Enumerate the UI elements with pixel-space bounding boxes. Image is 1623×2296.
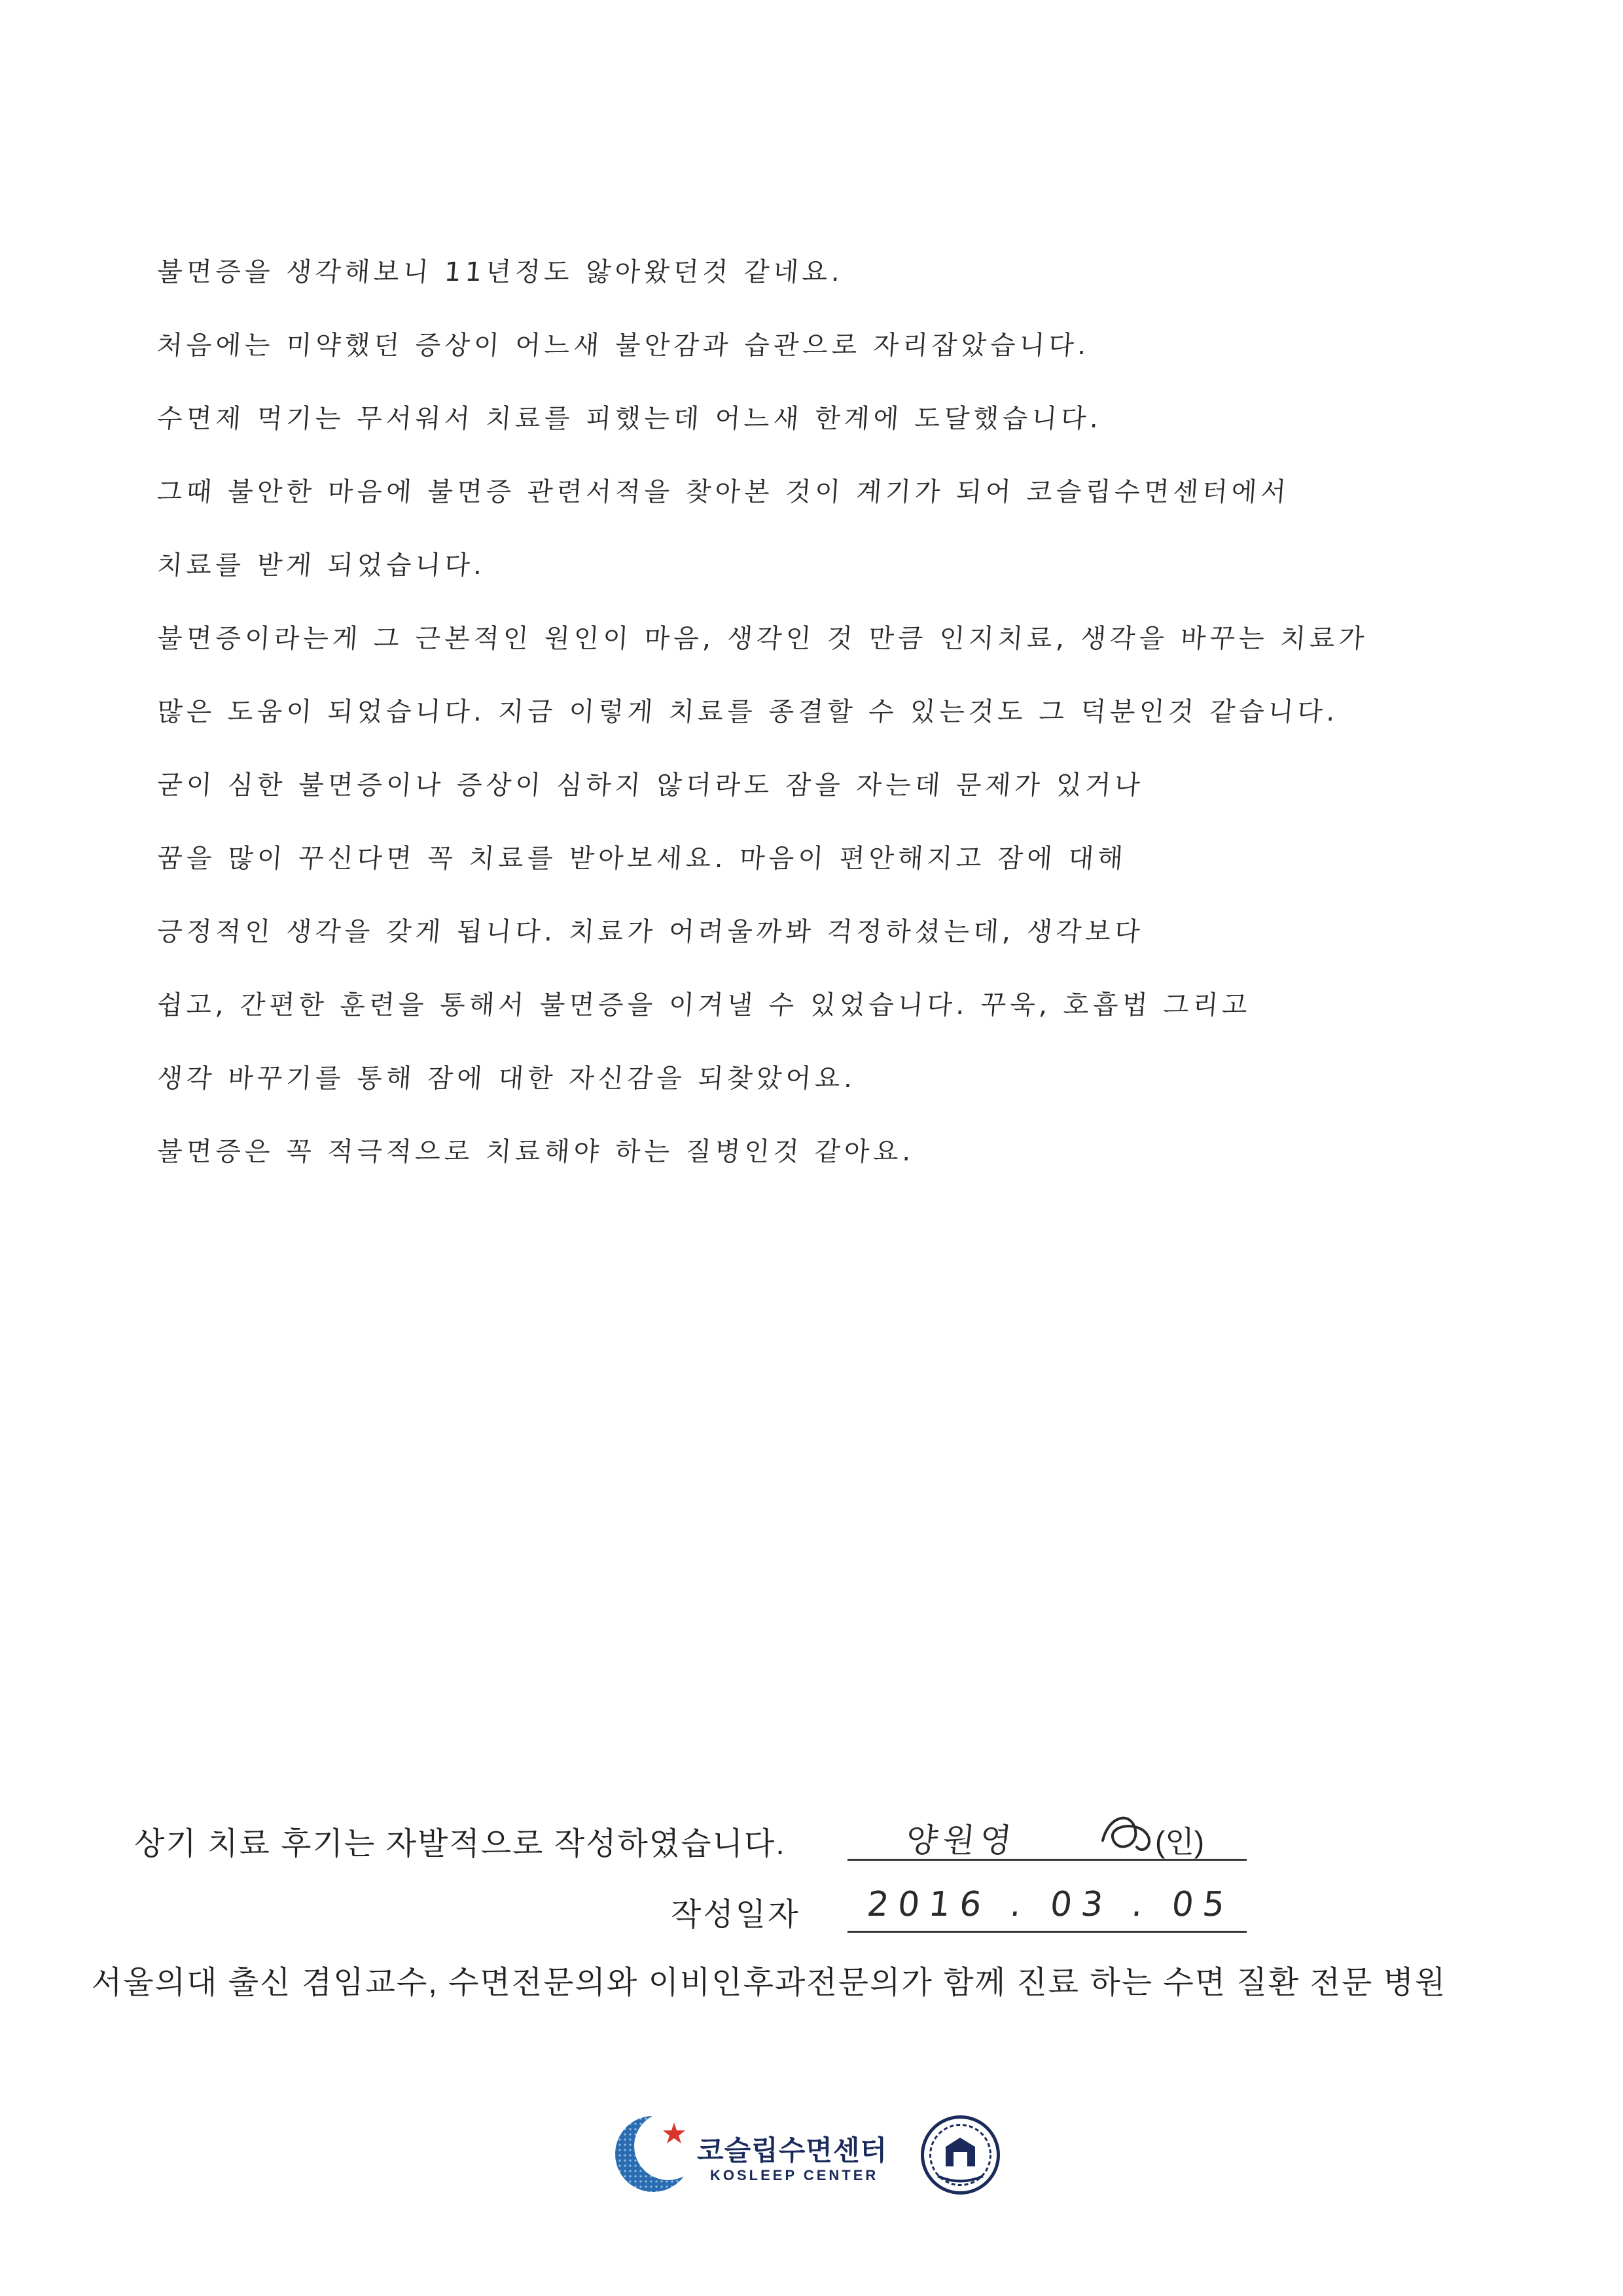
signature-name: 양원영 xyxy=(904,1821,1019,1859)
date-value: 2016 . 03 . 05 xyxy=(865,1885,1236,1924)
review-line: 불면증이라는게 그 근본적인 원인이 마음, 생각인 것 만큼 인지치료, 생각을 바꾸는 치료가 xyxy=(156,624,1369,654)
clinic-tagline: 서울의대 출신 겸임교수, 수면전문의와 이비인후과전문의가 함께 진료 하는 수면 질환 전문 병원 xyxy=(92,1965,1447,2000)
review-line: 수면제 먹기는 무서워서 치료를 피했는데 어느새 한계에 도달했습니다. xyxy=(156,404,1103,434)
review-line: 불면증을 생각해보니 11년정도 앓아왔던것 같네요. xyxy=(156,257,845,287)
review-line: 그때 불안한 마음에 불면증 관련서적을 찾아본 것이 계기가 되어 코슬립수면센터에서 xyxy=(156,477,1291,507)
review-line: 치료를 받게 되었습니다. xyxy=(156,550,488,581)
review-line: 꿈을 많이 꾸신다면 꼭 치료를 받아보세요. 마음이 편안해지고 잠에 대해 xyxy=(156,844,1128,874)
date-field xyxy=(847,1878,1247,1933)
crescent-moon-icon xyxy=(612,2111,690,2196)
date-label: 작성일자 xyxy=(671,1897,800,1932)
star-icon xyxy=(663,2123,685,2144)
seal-label: (인) xyxy=(1155,1825,1205,1859)
review-line: 생각 바꾸기를 통해 잠에 대한 자신감을 되찾았어요. xyxy=(156,1064,858,1094)
review-line: 긍정적인 생각을 갖게 됩니다. 치료가 어려울까봐 걱정하셨는데, 생각보다 xyxy=(156,917,1145,947)
signature-field xyxy=(847,1813,1247,1861)
date-row xyxy=(0,1872,1623,1931)
review-line: 불면증은 꼭 적극적으로 치료해야 하는 질병인것 같아요. xyxy=(156,1137,916,1167)
logo-name: 코슬립수면센터 xyxy=(697,2135,888,2166)
declaration-row xyxy=(0,1806,1623,1865)
university-emblem-icon xyxy=(919,2114,1001,2196)
review-line: 쉽고, 간편한 훈련을 통해서 불면증을 이겨낼 수 있었습니다. 꾸욱, 호흡법 그리고 xyxy=(156,990,1253,1020)
handwritten-review xyxy=(157,236,1610,1189)
review-line: 처음에는 미약했던 증상이 어느새 불안감과 습관으로 자리잡았습니다. xyxy=(156,331,1092,361)
declaration-text: 상기 치료 후기는 자발적으로 작성하였습니다. xyxy=(134,1827,786,1861)
review-line: 많은 도움이 되었습니다. 지금 이렇게 치료를 종결할 수 있는것도 그 덕분인것 같습니다. xyxy=(156,697,1340,727)
review-line: 굳이 심한 불면증이나 증상이 심하지 않더라도 잠을 자는데 문제가 있거나 xyxy=(156,770,1145,800)
clinic-logo xyxy=(612,2111,1018,2202)
signature-scribble-icon xyxy=(1096,1808,1155,1860)
logo-subtitle: KOSLEEP CENTER xyxy=(710,2167,879,2183)
